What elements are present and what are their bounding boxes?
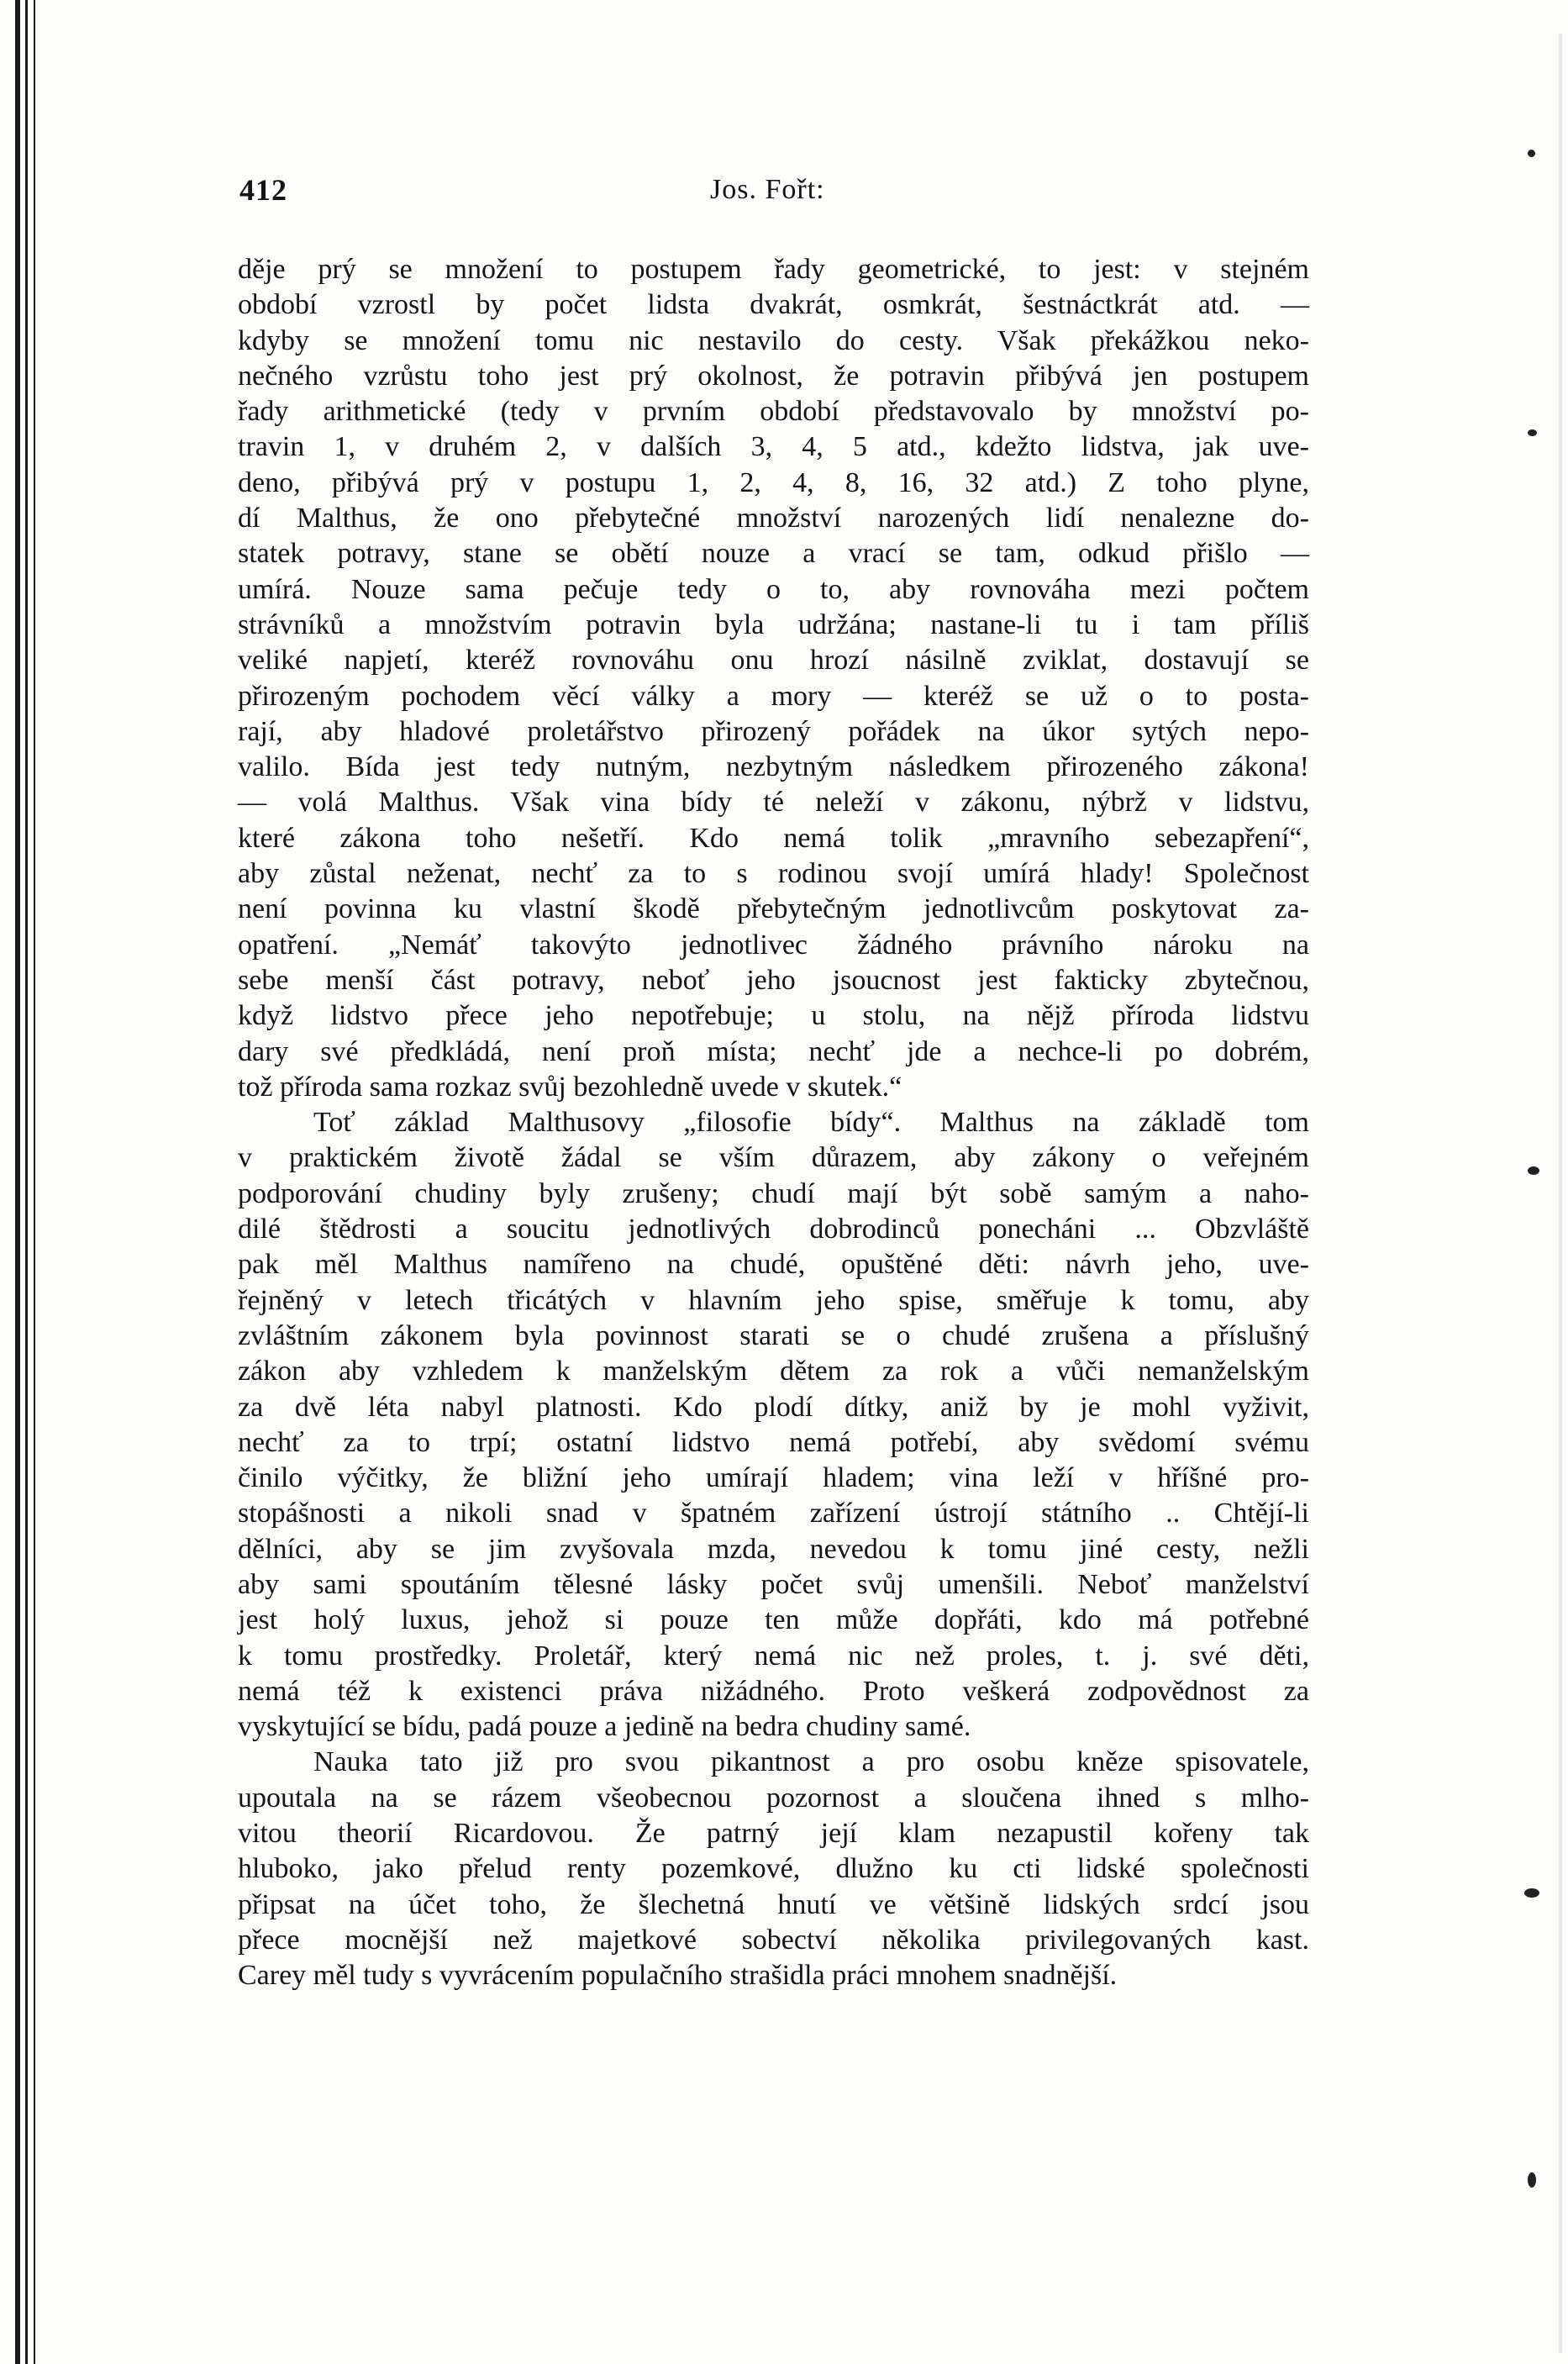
text-line: za dvě léta nabyl platnosti. Kdo plodí dítky, aniž by je mohl vyživit, — [238, 1391, 1309, 1423]
text-line: vyskytující se bídu, padá pouze a jedině na bedra chudiny samé. — [238, 1711, 971, 1743]
text-line: děje prý se množení to postupem řady geometrické, to jest: v stejném — [238, 254, 1309, 285]
text-line: zákon aby vzhledem k manželským dětem za rok a vůči nemanželským — [238, 1356, 1309, 1387]
binding-rule — [34, 0, 35, 2364]
text-line: podporování chudiny byly zrušeny; chudí mají být sobě samým a naho- — [238, 1177, 1309, 1209]
text-line: sebe menší část potravy, neboť jeho jsoucnost jest fakticky zbytečnou, — [238, 964, 1309, 996]
text-line: upoutala na se rázem všeobecnou pozornost a sloučena ihned s mlho- — [238, 1782, 1309, 1814]
text-line: přece mocnější než majetkové sobectví několika privilegovaných kast. — [238, 1924, 1309, 1956]
scan-speck — [1528, 2172, 1536, 2188]
text-line: řejněný v letech třicátých v hlavním jeho spise, směřuje k tomu, aby — [238, 1284, 1309, 1316]
text-line: deno, přibývá prý v postupu 1, 2, 4, 8, 16, 32 atd.) Z toho plyne, — [238, 466, 1309, 498]
page-number: 412 — [239, 173, 287, 207]
text-line: připsat na účet toho, že šlechetná hnutí ve většině lidských srdcí jsou — [238, 1888, 1309, 1920]
text-line: kdyby se množení tomu nic nestavilo do cesty. Však překážkou neko- — [238, 324, 1309, 356]
text-line: — volá Malthus. Však vina bídy té neleží v zákonu, nýbrž v lidstvu, — [238, 787, 1309, 819]
text-line: Toť základ Malthusovy „filosofie bídy“. Malthus na základě tom — [313, 1107, 1309, 1139]
text-line: veliké napjetí, kteréž rovnováhu onu hrozí násilně zviklat, dostavují se — [238, 645, 1309, 677]
page-header — [239, 172, 1307, 214]
text-line: pak měl Malthus namířeno na chudé, opuštěné děti: návrh jeho, uve- — [238, 1249, 1309, 1281]
text-line: k tomu prostředky. Proletář, který nemá nic než proles, t. j. své děti, — [238, 1640, 1309, 1672]
scan-speck — [1528, 150, 1535, 157]
text-line: valilo. Bída jest tedy nutným, nezbytným následkem přirozeného zákona! — [238, 751, 1309, 783]
text-line: dělníci, aby se jim zvyšovala mzda, nevedou k tomu jiné cesty, nežli — [238, 1533, 1309, 1565]
text-line: nechť za to trpí; ostatní lidstvo nemá potřebí, aby svědomí svému — [238, 1426, 1309, 1458]
text-line: aby zůstal neženat, nechť za to s rodinou svojí umírá hlady! Společnost — [238, 858, 1309, 890]
text-line: rají, aby hladové proletářstvo přirozený pořádek na úkor sytých nepo- — [238, 715, 1309, 747]
text-line: dary své předkládá, není proň místa; nechť jde a nechce-li po dobrém, — [238, 1035, 1309, 1067]
body-text — [238, 252, 1309, 1994]
text-line: dilé štědrosti a soucitu jednotlivých dobrodinců ponecháni ... Obzvláště — [238, 1214, 1309, 1245]
scan-speck — [1528, 1166, 1539, 1175]
text-line: hluboko, jako přelud renty pozemkové, dlužno ku cti lidské společnosti — [238, 1853, 1309, 1885]
text-line: nemá též k existenci práva nižádného. Proto veškerá zodpovědnost za — [238, 1675, 1309, 1707]
text-line: jest holý luxus, jehož si pouze ten může dopřáti, kdo má potřebné — [238, 1604, 1309, 1636]
binding-rule — [15, 0, 20, 2364]
text-line: Nauka tato již pro svou pikantnost a pro osobu kněze spisovatele, — [313, 1746, 1309, 1778]
text-line: není povinna ku vlastní škodě přebytečným jednotlivcům poskytovat za- — [238, 893, 1309, 925]
text-line: tož příroda sama rozkaz svůj bezohledně uvede v skutek.“ — [238, 1071, 902, 1103]
scan-speck — [1528, 429, 1537, 436]
text-line: činilo výčitky, že bližní jeho umírají hladem; vina leží v hříšné pro- — [238, 1462, 1309, 1494]
text-line: dí Malthus, že ono přebytečné množství narozených lidí nenalezne do- — [238, 503, 1309, 534]
text-line: Carey měl tudy s vyvrácením populačního strašidla práci mnohem snadnější. — [238, 1960, 1118, 1992]
text-line: přirozeným pochodem věcí války a mory — kteréž se už o to posta- — [238, 680, 1309, 712]
text-line: vitou theorií Ricardovou. Že patrný její klam nezapustil kořeny tak — [238, 1818, 1309, 1850]
text-line: nečného vzrůstu toho jest prý okolnost, že potravin přibývá jen postupem — [238, 360, 1309, 392]
text-line: zvláštním zákonem byla povinnost starati se o chudé zrušena a příslušný — [238, 1319, 1309, 1351]
text-line: travin 1, v druhém 2, v dalších 3, 4, 5 atd., kdežto lidstva, jak uve- — [238, 431, 1309, 463]
text-line: v praktickém životě žádal se vším důrazem, aby zákony o veřejném — [238, 1142, 1309, 1174]
text-line: opatření. „Nemáť takovýto jednotlivec žádného právního nároku na — [238, 929, 1309, 961]
text-line: aby sami spoutáním tělesné lásky počet svůj umenšili. Neboť manželství — [238, 1568, 1309, 1600]
page-edge-shadow — [1559, 34, 1562, 2353]
text-line: které zákona toho nešetří. Kdo nemá tolik „mravního sebezapření“, — [238, 822, 1309, 854]
binding-rule — [25, 0, 28, 2364]
text-line: stopášnosti a nikoli snad v špatném zařízení ústrojí státního .. Chtějí-li — [238, 1498, 1309, 1529]
text-line: období vzrostl by počet lidsta dvakrát, osmkrát, šestnáctkrát atd. — — [238, 289, 1309, 321]
text-line: umírá. Nouze sama pečuje tedy o to, aby rovnováha mezi počtem — [238, 573, 1309, 605]
scan-speck — [1524, 1888, 1539, 1898]
text-line: když lidstvo přece jeho nepotřebuje; u stolu, na nějž příroda lidstvu — [238, 1000, 1309, 1032]
text-line: strávníků a množstvím potravin byla udržána; nastane-li tu i tam příliš — [238, 608, 1309, 640]
text-line: statek potravy, stane se obětí nouze a vrací se tam, odkud přišlo — — [238, 538, 1309, 570]
running-head: Jos. Fořt: — [710, 174, 825, 205]
text-line: řady arithmetické (tedy v prvním období představovalo by množství po- — [238, 396, 1309, 428]
